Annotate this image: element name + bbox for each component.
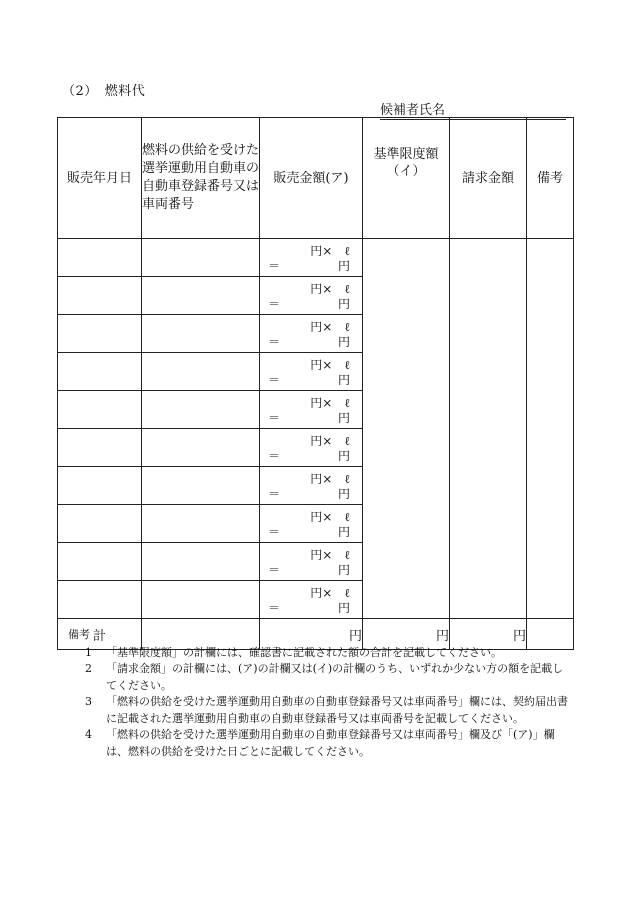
total-sale-amount[interactable]: 円 — [260, 619, 363, 650]
sale-date-cell[interactable] — [58, 505, 142, 543]
yen-unit: 円 — [337, 373, 350, 387]
sale-date-cell[interactable] — [58, 277, 142, 315]
unit-price-line: 円× ℓ — [310, 396, 350, 410]
vehicle-number-cell[interactable] — [142, 429, 260, 467]
vehicle-number-cell[interactable] — [142, 353, 260, 391]
yen-unit: 円 — [337, 563, 350, 577]
note-text: 「燃料の供給を受けた選挙運動用自動車の自動車登録番号又は車両番号」欄及び「(ア)」欄は、燃料の供給を受けた日ごとに記載してください。 — [106, 728, 555, 758]
sale-amount-cell[interactable] — [260, 239, 363, 277]
amount-line — [268, 485, 350, 502]
header-standard-limit-line1: 基準限度額 — [373, 147, 439, 162]
unit-price-line: 円× ℓ — [310, 244, 350, 258]
equals-sign: ＝ — [268, 297, 281, 311]
header-claim-amount: 請求金額 — [450, 118, 527, 239]
yen-unit: 円 — [337, 335, 350, 349]
equals-sign: ＝ — [268, 601, 281, 615]
equals-sign: ＝ — [268, 259, 281, 273]
note-number: 1 — [85, 645, 92, 659]
amount-line — [268, 599, 350, 616]
amount-line — [268, 371, 350, 388]
header-standard-limit-line2: （イ） — [386, 164, 426, 179]
vehicle-number-cell[interactable] — [142, 277, 260, 315]
vehicle-number-cell[interactable] — [142, 581, 260, 619]
note-number: 4 — [85, 728, 92, 741]
sale-amount-cell[interactable] — [260, 581, 363, 619]
sale-date-cell[interactable] — [58, 543, 142, 581]
sale-amount-cell[interactable] — [260, 543, 363, 581]
header-remarks: 備考 — [527, 118, 574, 239]
note-text: 「基準限度額」の計欄には、確認書に記載された額の合計を記載してください。 — [106, 645, 502, 659]
vehicle-number-cell[interactable] — [142, 391, 260, 429]
equals-sign: ＝ — [268, 373, 281, 387]
unit-price-line: 円× ℓ — [310, 320, 350, 334]
unit-price-line: 円× ℓ — [310, 282, 350, 296]
unit-price-line: 円× ℓ — [310, 548, 350, 562]
note-number: 2 — [85, 662, 92, 675]
note-item — [68, 661, 573, 694]
sale-amount-cell[interactable] — [260, 467, 363, 505]
candidate-name-field[interactable]: 候補者氏名 — [380, 99, 566, 120]
notes-title: 備考 — [68, 628, 90, 641]
amount-line — [268, 333, 350, 350]
claim-amount-cell[interactable] — [450, 239, 527, 619]
sale-date-cell[interactable] — [58, 581, 142, 619]
header-standard-limit — [363, 118, 450, 239]
unit-price-line: 円× ℓ — [310, 586, 350, 600]
table-row — [58, 239, 574, 277]
notes-section — [68, 627, 573, 760]
yen-unit: 円 — [337, 601, 350, 615]
note-item — [68, 727, 573, 760]
sale-amount-cell[interactable] — [260, 391, 363, 429]
vehicle-number-cell[interactable] — [142, 467, 260, 505]
equals-sign: ＝ — [268, 563, 281, 577]
total-standard-limit[interactable]: 円 — [363, 619, 450, 650]
note-text: 「燃料の供給を受けた選挙運動用自動車の自動車登録番号又は車両番号」欄には、契約届出書に記載された選挙運動用自動車の自動車登録番号又は車両番号を記載してください。 — [106, 695, 568, 725]
vehicle-number-cell[interactable] — [142, 505, 260, 543]
note-item — [68, 694, 573, 727]
amount-line — [268, 561, 350, 578]
sale-date-cell[interactable] — [58, 239, 142, 277]
yen-unit: 円 — [337, 525, 350, 539]
sale-date-cell[interactable] — [58, 467, 142, 505]
total-claim-amount[interactable]: 円 — [450, 619, 527, 650]
note-text: 「請求金額」の計欄には、(ア)の計欄又は(イ)の計欄のうち、いずれか少ない方の額を記載してください。 — [106, 662, 564, 692]
header-sale-date: 販売年月日 — [58, 118, 142, 239]
yen-unit: 円 — [337, 297, 350, 311]
amount-line — [268, 447, 350, 464]
amount-line — [268, 523, 350, 540]
vehicle-number-cell[interactable] — [142, 315, 260, 353]
yen-unit: 円 — [337, 411, 350, 425]
vehicle-number-cell[interactable] — [142, 239, 260, 277]
note-item — [68, 645, 573, 662]
yen-unit: 円 — [337, 487, 350, 501]
unit-price-line: 円× ℓ — [310, 358, 350, 372]
sale-date-cell[interactable] — [58, 391, 142, 429]
amount-line — [268, 295, 350, 312]
yen-unit: 円 — [337, 259, 350, 273]
remarks-cell[interactable] — [527, 239, 574, 619]
unit-price-line: 円× ℓ — [310, 472, 350, 486]
standard-limit-cell[interactable] — [363, 239, 450, 619]
equals-sign: ＝ — [268, 449, 281, 463]
sale-amount-cell[interactable] — [260, 429, 363, 467]
unit-price-line: 円× ℓ — [310, 434, 350, 448]
sale-amount-cell[interactable] — [260, 505, 363, 543]
section-heading: （2） 燃料代 — [62, 84, 146, 99]
header-sale-amount: 販売金額(ア) — [260, 118, 363, 239]
equals-sign: ＝ — [268, 525, 281, 539]
sale-amount-cell[interactable] — [260, 277, 363, 315]
equals-sign: ＝ — [268, 487, 281, 501]
total-label: 計 — [58, 619, 142, 650]
equals-sign: ＝ — [268, 411, 281, 425]
fuel-cost-table — [57, 117, 574, 650]
header-vehicle-number: 燃料の供給を受けた選挙運動用自動車の自動車登録番号又は車両番号 — [142, 118, 260, 239]
amount-line — [268, 409, 350, 426]
amount-line — [268, 257, 350, 274]
vehicle-number-cell[interactable] — [142, 543, 260, 581]
sale-date-cell[interactable] — [58, 315, 142, 353]
sale-date-cell[interactable] — [58, 353, 142, 391]
sale-amount-cell[interactable] — [260, 315, 363, 353]
sale-amount-cell[interactable] — [260, 353, 363, 391]
equals-sign: ＝ — [268, 335, 281, 349]
note-number: 3 — [85, 695, 92, 708]
sale-date-cell[interactable] — [58, 429, 142, 467]
yen-unit: 円 — [337, 449, 350, 463]
unit-price-line: 円× ℓ — [310, 510, 350, 524]
